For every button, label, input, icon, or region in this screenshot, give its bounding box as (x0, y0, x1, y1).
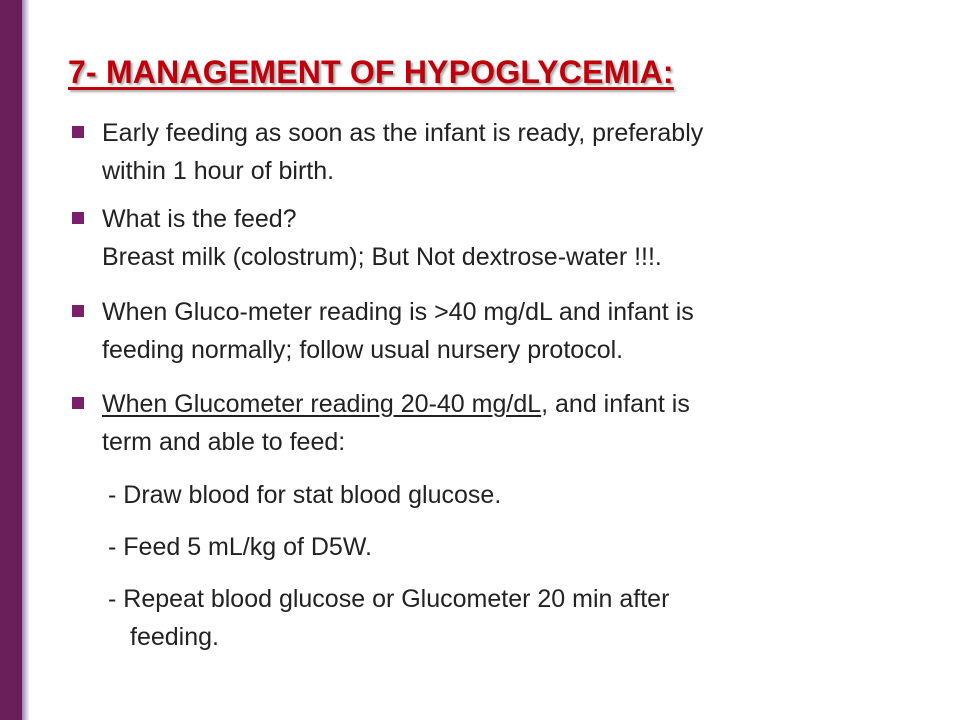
slide-sidebar-bar (0, 0, 22, 720)
bullet-text-line: within 1 hour of birth. (102, 157, 335, 185)
bullet-text-line: term and able to feed: (102, 428, 346, 456)
square-bullet-icon (72, 212, 84, 224)
bullet-text-line: Early feeding as soon as the infant is ready, preferably (102, 119, 704, 147)
sub-item-feed-d5w: - Feed 5 mL/kg of D5W. (108, 533, 372, 561)
square-bullet-icon (72, 126, 84, 138)
sub-item-repeat-glucose: - Repeat blood glucose or Glucometer 20 min after (108, 585, 670, 613)
slide-sidebar-gradient (22, 0, 30, 720)
bullet-text-line: feeding normally; follow usual nursery protocol. (102, 336, 624, 364)
bullet-text-rest: , and infant is (541, 390, 690, 418)
slide-title: 7- MANAGEMENT OF HYPOGLYCEMIA: (68, 54, 674, 90)
underlined-phrase: When Glucometer reading 20-40 mg/dL (102, 390, 542, 418)
bullet-text-line: When Gluco-meter reading is >40 mg/dL and infant is (102, 298, 694, 326)
square-bullet-icon (72, 397, 84, 409)
bullet-text-line: What is the feed? (102, 205, 297, 233)
bullet-text-line (102, 387, 690, 421)
sub-item-draw-blood: - Draw blood for stat blood glucose. (108, 481, 502, 509)
bullet-text-line: Breast milk (colostrum); But Not dextrose-water !!!. (102, 243, 662, 271)
sub-item-continuation: feeding. (130, 623, 219, 651)
square-bullet-icon (72, 305, 84, 317)
